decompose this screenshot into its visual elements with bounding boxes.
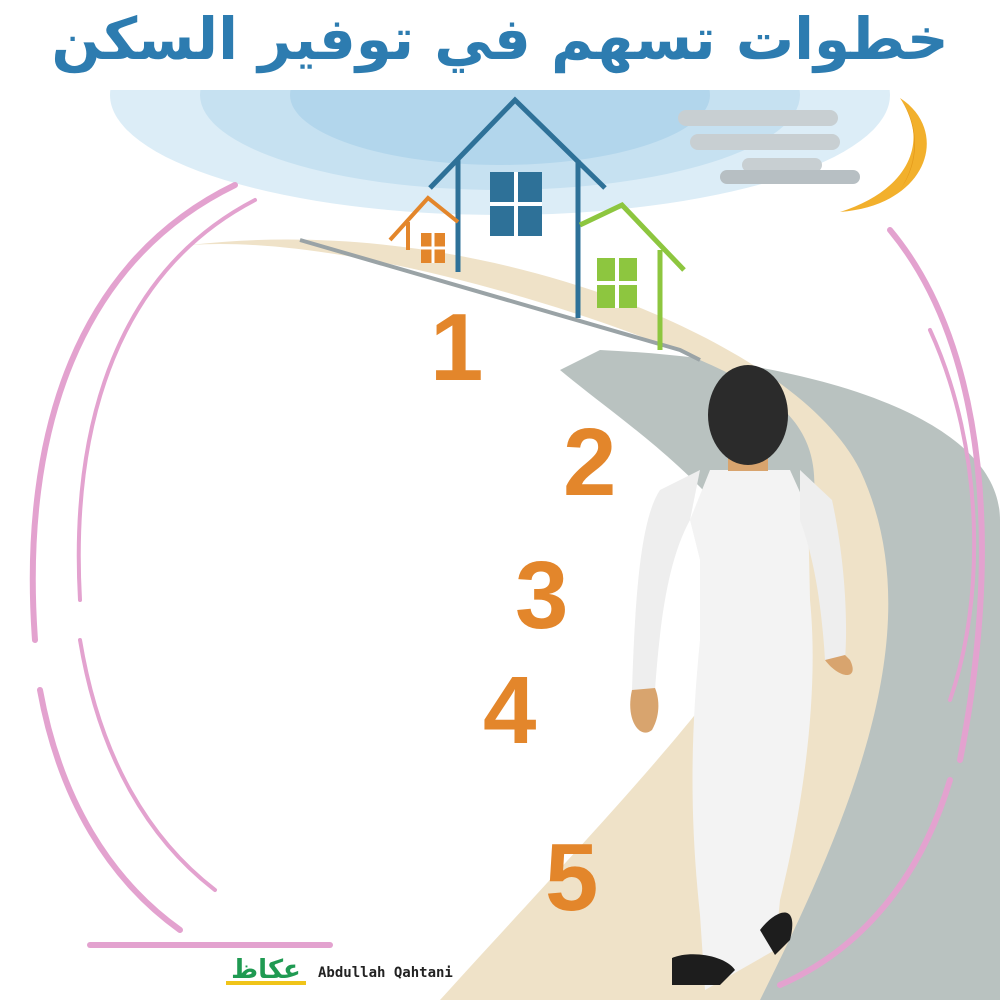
okaz-logo: عكاظ — [226, 955, 306, 985]
step-number: 1 — [430, 294, 484, 401]
step-number: 5 — [545, 824, 599, 931]
author-credit: Abdullah Qahtani — [318, 965, 453, 981]
page-title: خطوات تسهم في توفير السكن — [51, 5, 949, 73]
step-number: 3 — [515, 542, 569, 649]
step-number: 4 — [483, 657, 537, 764]
step-number: 2 — [563, 409, 617, 516]
